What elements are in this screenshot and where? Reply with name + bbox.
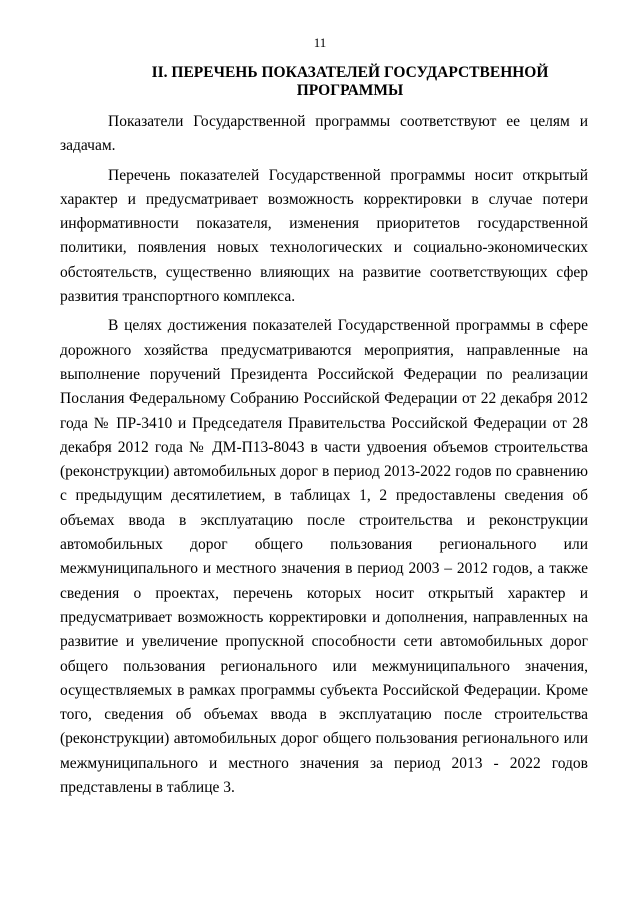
paragraph: Показатели Государственной программы соответствуют ее целям и задачам. (60, 113, 588, 155)
page-number: 11 (313, 35, 327, 50)
section-heading-line-1: II. ПЕРЕЧЕНЬ ПОКАЗАТЕЛЕЙ ГОСУДАРСТВЕННОЙ (151, 64, 549, 81)
section-heading-line-2: ПРОГРАММЫ (296, 82, 404, 99)
document-body (60, 110, 588, 800)
paragraph: В целях достижения показателей Государственной программы в сфере дорожного хозяйства предусматриваются мероприятия, направленные на выполнение поручений Президента Российской Федерации по реализации Послания Федеральному Собранию Российской Федерации от 22 декабря 2012 года № ПР-3410 и Председателя Правительства Российской Федерации от 28 декабря 2012 года № ДМ-П13-8043 в части удвоения объемов строительства (реконструкции) автомобильных дорог в период 2013-2022 годов по сравнению с предыдущим десятилетием, в таблицах 1, 2 предоставлены сведения об объемах ввода в эксплуатацию после строительства и реконструкции автомобильных дорог общего пользования регионального или межмуниципального и местного значения в период 2003 – 2012 годов, а также сведения о проектах, перечень которых носит открытый характер и предусматривает возможность корректировки и дополнения, направленных на развитие и увеличение пропускной способности сети автомобильных дорог общего пользования регионального или межмуниципального значения, осуществляемых в рамках программы субъекта Российской Федерации. Кроме того, сведения об объемах ввода в эксплуатацию после строительства (реконструкции) автомобильных дорог общего пользования регионального или межмуниципального и местного значения за период 2013 - 2022 годов представлены в таблице 3. (60, 317, 588, 797)
section-heading (120, 64, 580, 100)
paragraph: Перечень показателей Государственной программы носит открытый характер и предусматривает возможность корректировки в случае потери информативности показателя, изменения приоритетов государственной политики, появления новых технологических и социально-экономических обстоятельств, существенно влияющих на развитие соответствующих сфер развития транспортного комплекса. (60, 166, 588, 306)
